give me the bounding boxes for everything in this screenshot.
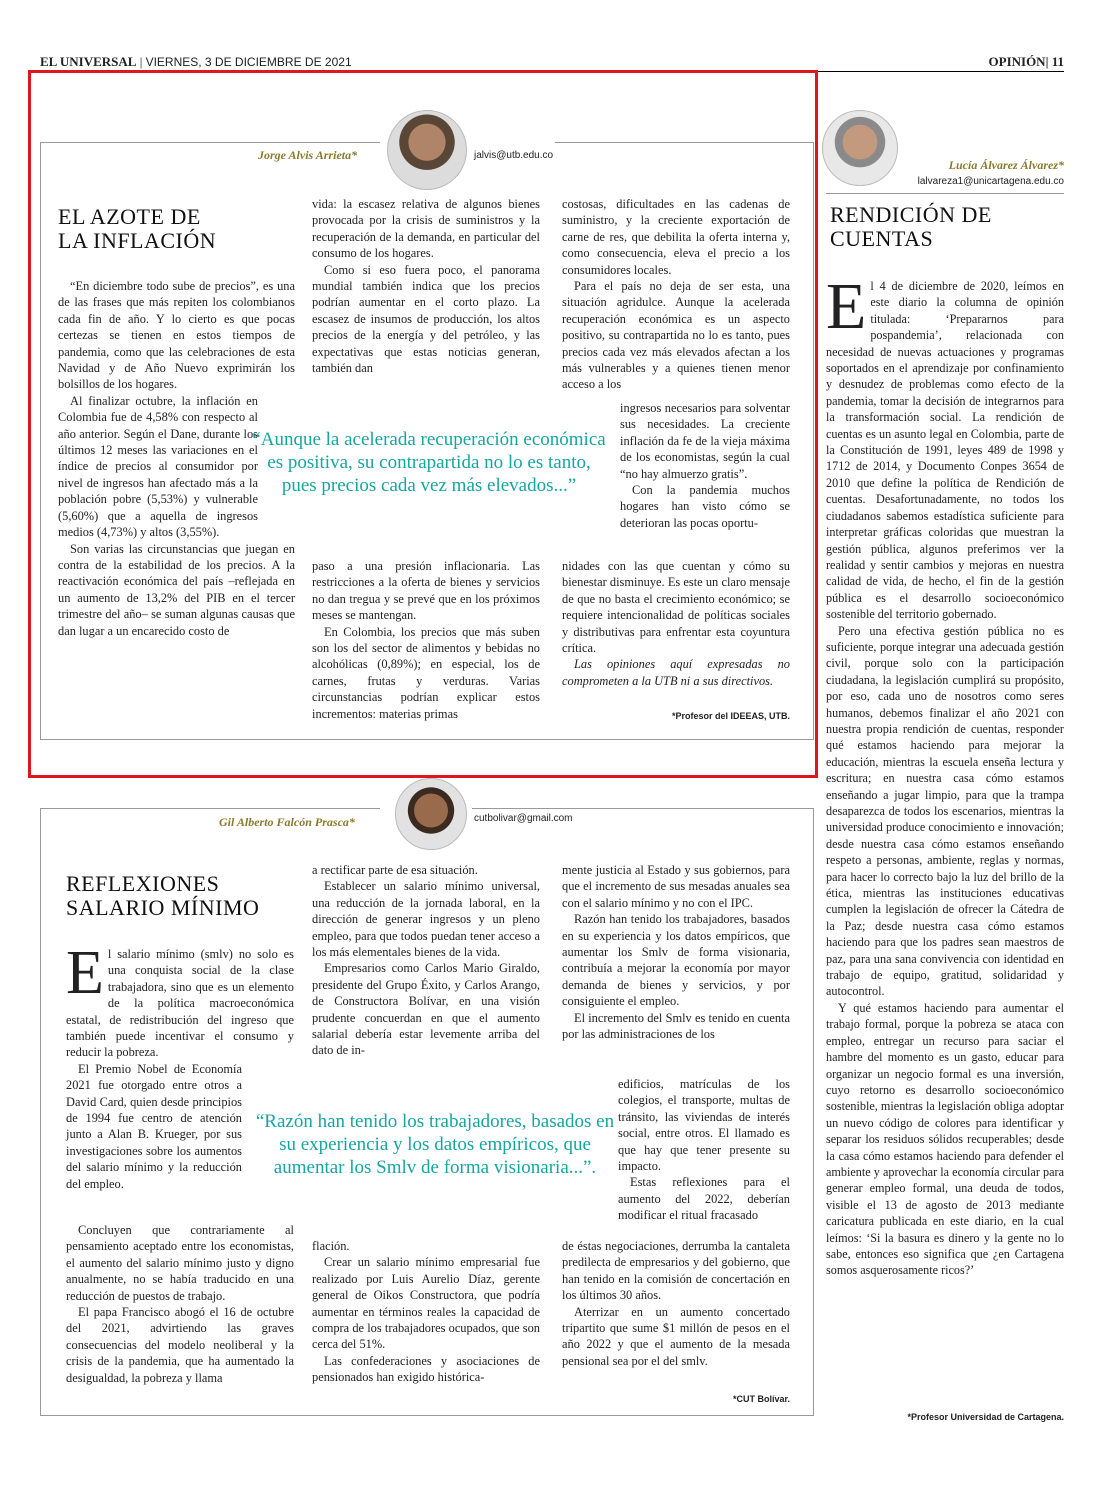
article-column-1b <box>66 1222 294 1386</box>
paragraph: de éstas negociaciones, derrumba la cantaleta predilecta de empresarios y del gobierno, que han tenido en la comisión de concertación en los últimos 30 años. <box>562 1239 790 1303</box>
article-headline: EL AZOTE DE LA INFLACIÓN <box>58 204 217 253</box>
article-column <box>826 270 1064 1279</box>
paragraph: costosas, dificultades en las cadenas de suministro, y la creciente exportación de carne de res, que debilita la oferta interna y, como consecuencia, eleva el precio a los consumidores locales. <box>562 197 790 277</box>
author-name: Jorge Alvis Arrieta* <box>258 148 358 162</box>
paragraph: Con la pandemia muchos hogares han visto cómo se deterioran las pocas oportu- <box>620 483 790 530</box>
paragraph: Aterrizar en un aumento concertado tripartito que sume $1 millón de pesos en el año 2022 y que el aumento de la mesada pensional sea por el del smlv. <box>562 1304 790 1368</box>
paragraph: Como si eso fuera poco, el panorama mundial también indica que los precios podrían aumentar en el corto plazo. La escasez de insumos de producción, los altos precios de la energía y del petróleo, y las expectativas que estas noticias generan, también dan <box>312 262 540 376</box>
paragraph: El papa Francisco abogó el 16 de octubre del 2021, advirtiendo las graves consecuencias del modelo neoliberal y la crisis de la pandemia, que ha aumentado la desigualdad, la pobreza y llama <box>66 1305 294 1385</box>
paragraph: nidades con las que cuentan y cómo su bienestar disminuye. Es este un claro mensaje de que no basta el crecimiento económico; se requiere intencionalidad de políticas sociales y distributivas para enfrentar esta coyuntura crítica. <box>562 559 790 656</box>
newspaper-name: EL UNIVERSAL <box>40 54 137 69</box>
paragraph: ingresos necesarios para solventar sus necesidades. La creciente inflación da fe de la vieja máxima de los economistas, según la cual “no hay almuerzo gratis”. <box>620 401 790 481</box>
article-headline: REFLEXIONES SALARIO MÍNIMO <box>66 871 260 920</box>
paragraph: En Colombia, los precios que más suben son los del sector de alimentos y bebidas no alcohólicas (0,89%); en especial, los de carnes, frutas y verduras. Varias circunstancias podrían explicar estos incrementos: materias primas <box>312 624 540 721</box>
article-column-3 <box>562 862 790 1042</box>
paragraph: Concluyen que contrariamente al pensamiento aceptado entre los economistas, el aumento del salario mínimo justo y digno anualmente, no se había traducido en una reducción de puestos de trabajo. <box>66 1223 294 1303</box>
pull-quote: “Aunque la acelerada recuperación económica es positiva, su contrapartida no lo es tanto, pues precios cada vez más elevados...” <box>252 429 606 496</box>
paragraph: Y qué estamos haciendo para aumentar el trabajo formal, porque la pobreza se ataca con empleo, entregar un recurso para saciar el hambre del momento es un gasto, educar para organizar un negocio formal es una inversión, cuyo retorno es desarrollo socioeconómico sostenible, mientras la legislación obliga adoptar un nuevo código de colores para identificar y separar los residuos sólidos recuperables; desde la casa cómo estamos haciendo para defender el ambiente y aprovechar la economía circular para generar empleo formal, una deuda de todos, visible el 13 de agosto de 2013 mediante caricatura publicada en este diario, en la cual leímos: ‘Si la basura es dinero y la gente no lo sabe, entonces eso significa que ¿en Cartagena somos asquerosamente ricos?’ <box>826 1000 1064 1278</box>
paragraph: Empresarios como Carlos Mario Giraldo, presidente del Grupo Éxito, y Carlos Arango, de Constructora Bolívar, en una visión prudente concuerdan en que el aumento salarial debería estar levemente arriba del dato de in- <box>312 961 540 1058</box>
selection-highlight <box>28 70 818 778</box>
author-credit: *Profesor Universidad de Cartagena. <box>907 1412 1064 1422</box>
paragraph: paso a una presión inflacionaria. Las restricciones a la oferta de bienes y servicios no dan tregua y se prevé que en los próximos meses se mantengan. <box>312 559 540 623</box>
paragraph: Pero una efectiva gestión pública no es suficiente, porque integrar una adecuada gestión civil, porque solo con la participación ciudadana, la legislación cumplirá su propósito, por eso, cada uno de nosotros como seres humanos, debemos finalizar el año 2021 con nuestra propia rendición de cuentas, responder qué estamos haciendo para mejorar la educación, mientras la escuela enseña lectura y escritura; en nuestra casa cómo estamos enseñando a jugar limpio, para que la trampa desaparezca de todos los escenarios, mientras la universidad produce conocimiento e innovación; desde nuestra casa cómo estamos enseñando respeto a personas, ambiente, reglas y normas, para hacer lo correcto bajo la luz del brillo de la ética, mientras las instituciones educativas cumplen la legislación de ofrecer la Cátedra de la Paz; desde nuestra casa cómo estamos haciendo para que los padres sean maestros de paz, para una sana convivencia con identidad en trabajo de equipo, gratitud, solidaridad y autocontrol. <box>826 623 1064 999</box>
paragraph: mente justicia al Estado y sus gobiernos, para que el incremento de sus mesadas anuales sea con el salario mínimo y no con el IPC. <box>562 863 790 910</box>
drop-cap: E <box>826 270 867 343</box>
paragraph: a rectificar parte de esa situación. <box>312 863 478 877</box>
disclaimer: Las opiniones aquí expresadas no comprometen a la UTB ni a sus directivos. <box>562 657 790 688</box>
paragraph: Estas reflexiones para el aumento del 2022, deberían modificar el ritual fracasado <box>618 1175 790 1223</box>
author-photo <box>395 778 467 850</box>
paragraph: vida: la escasez relativa de algunos bienes provocada por la crisis de suministros y la recuperación de la demanda, en particular del consumo de los hogares. <box>312 197 540 261</box>
paragraph: El salario mínimo (smlv) no solo es una conquista social de la clase trabajadora, sino que es un elemento de la política macroeconómica estatal, de redistribución del ingreso que también puede incentivar el consumo y reducir la pobreza. <box>66 939 294 1060</box>
author-credit: *CUT Bolívar. <box>732 1394 790 1404</box>
author-email[interactable]: jalvis@utb.edu.co <box>474 150 554 161</box>
section-label: OPINIÓN| 11 <box>988 54 1064 69</box>
pull-quote: “Razón han tenido los trabajadores, basados en su experiencia y los datos empíricos, que aumentar los Smlv de forma visionaria...”. <box>255 1111 615 1178</box>
article-column-2b <box>312 1238 540 1386</box>
author-name: Lucía Álvarez Álvarez* <box>948 158 1064 172</box>
author-email[interactable]: cutbolivar@gmail.com <box>474 813 573 824</box>
issue-date: VIERNES, 3 DE DICIEMBRE DE 2021 <box>145 55 352 69</box>
paragraph: “En diciembre todo sube de precios”, es una de las frases que más repiten los colombianos cada fin de año. Y lo cierto es que pocas certezas se tienen en estos tiempos de pandemia, como que las celebraciones de esta Navidad y de Año Nuevo exprimirán los bolsillos de los hogares. <box>58 279 295 392</box>
paragraph: El 4 de diciembre de 2020, leímos en este diario la columna de opinión titulada: ‘Prepararnos para pospandemia’, relacionada con necesidad de nuevas actuaciones y programas soportados en el aprendizaje por confinamiento y desnudez de problemas como efecto de la pandemia, tomar la decisión de integrarnos para la transformación social. La rendición de cuentas es un asunto legal en Colombia, parte de la Constitución de 1991, leyes 489 de 1998 y 1712 de 2014, y Documento Conpes 3654 de 2010 que define la política de Rendición de cuentas. Desafortunadamente, no todos los ciudadanos sabemos estadística suficiente para interpretar gráficas coloridas que muestran la gestión pública, algunos preferimos ver la realidad y sentir cambios y mejoras en nuestra calidad de vida, de hecho, el fin de la gestión pública es el desarrollo socioeconómico sostenible del territorio gobernado. <box>826 270 1064 622</box>
paragraph: Al finalizar octubre, la inflación en Colombia fue de 4,58% con respecto al año anterior. Según el Dane, durante los últimos 12 meses las variaciones en el índice de precios al consumidor por nivel de ingresos han afectado más a la población pobre (5,53%) y vulnerable (5,60%) que a aquella de ingresos medios (4,73%) y altos (3,55%). <box>58 393 258 540</box>
paragraph: El incremento del Smlv es tenido en cuenta por las administraciones de los <box>562 1010 790 1042</box>
author-name: Gil Alberto Falcón Prasca* <box>219 815 355 829</box>
paragraph: Las confederaciones y asociaciones de pensionados han exigido histórica- <box>312 1353 540 1385</box>
drop-cap: E <box>66 939 104 1007</box>
masthead: EL UNIVERSAL | VIERNES, 3 DE DICIEMBRE DE 2021 <box>40 54 352 69</box>
author-credit: *Profesor del IDEEAS, UTB. <box>671 711 790 721</box>
paragraph: Para el país no deja de ser esta, una situación agridulce. Aunque la acelerada recuperación económica es un aspecto positivo, su contrapartida no lo es tanto, pues precios cada vez más elevados afectan a los más vulnerables y a quienes tienen menor acceso a los <box>562 279 790 392</box>
paragraph: Son varias las circunstancias que juegan en contra de la estabilidad de los precios. A la reactivación económica del país –reflejada en un aumento de 13,2% del PIB en el tercer trimestre del año– se suman algunas causas que dan lugar a un encarecido costo de <box>58 541 295 638</box>
author-photo <box>822 110 898 186</box>
section-name: OPINIÓN <box>988 54 1046 69</box>
paragraph: El Premio Nobel de Economía 2021 fue otorgado entre otros a David Card, quien desde principios de 1994 fue centro de atención junto a Alan B. Krueger, por sus investigaciones sobre los aumentos del salario mínimo y la reducción del empleo. <box>66 1061 242 1191</box>
paragraph: Establecer un salario mínimo universal, una reducción de la jornada laboral, en la dirección de generar ingresos y un pleno empleo, para que todos puedan tener acceso a los más elementales bienes de la vida. <box>312 879 540 960</box>
paragraph: flación. <box>312 1239 350 1253</box>
page-number: 11 <box>1051 54 1064 69</box>
article-column-3c <box>562 1238 790 1369</box>
author-email[interactable]: lalvareza1@unicartagena.edu.co <box>917 176 1064 187</box>
article-column-3b <box>618 1076 790 1224</box>
paragraph: Razón han tenido los trabajadores, basados en su experiencia y los datos empíricos, que aumentar los Smlv de forma visionaria, contribuía a mejorar la economía por mayor demanda de bienes y servicios, y por consiguiente el empleo. <box>562 912 790 1009</box>
article-headline: RENDICIÓN DE CUENTAS <box>830 202 992 251</box>
paragraph: Crear un salario mínimo empresarial fue realizado por Luis Aurelio Díaz, gerente general de Oikos Constructora, que podría aumentar en términos reales la capacidad de compra de los trabajadores ocupados, que son cerca del 51%. <box>312 1255 540 1352</box>
paragraph: edificios, matrículas de los colegios, el transporte, multas de tránsito, las viviendas de interés social, entre otros. El llamado es que hay que tener presente su impacto. <box>618 1077 790 1174</box>
column-rule <box>826 193 1064 194</box>
article-column-2 <box>312 862 540 1059</box>
